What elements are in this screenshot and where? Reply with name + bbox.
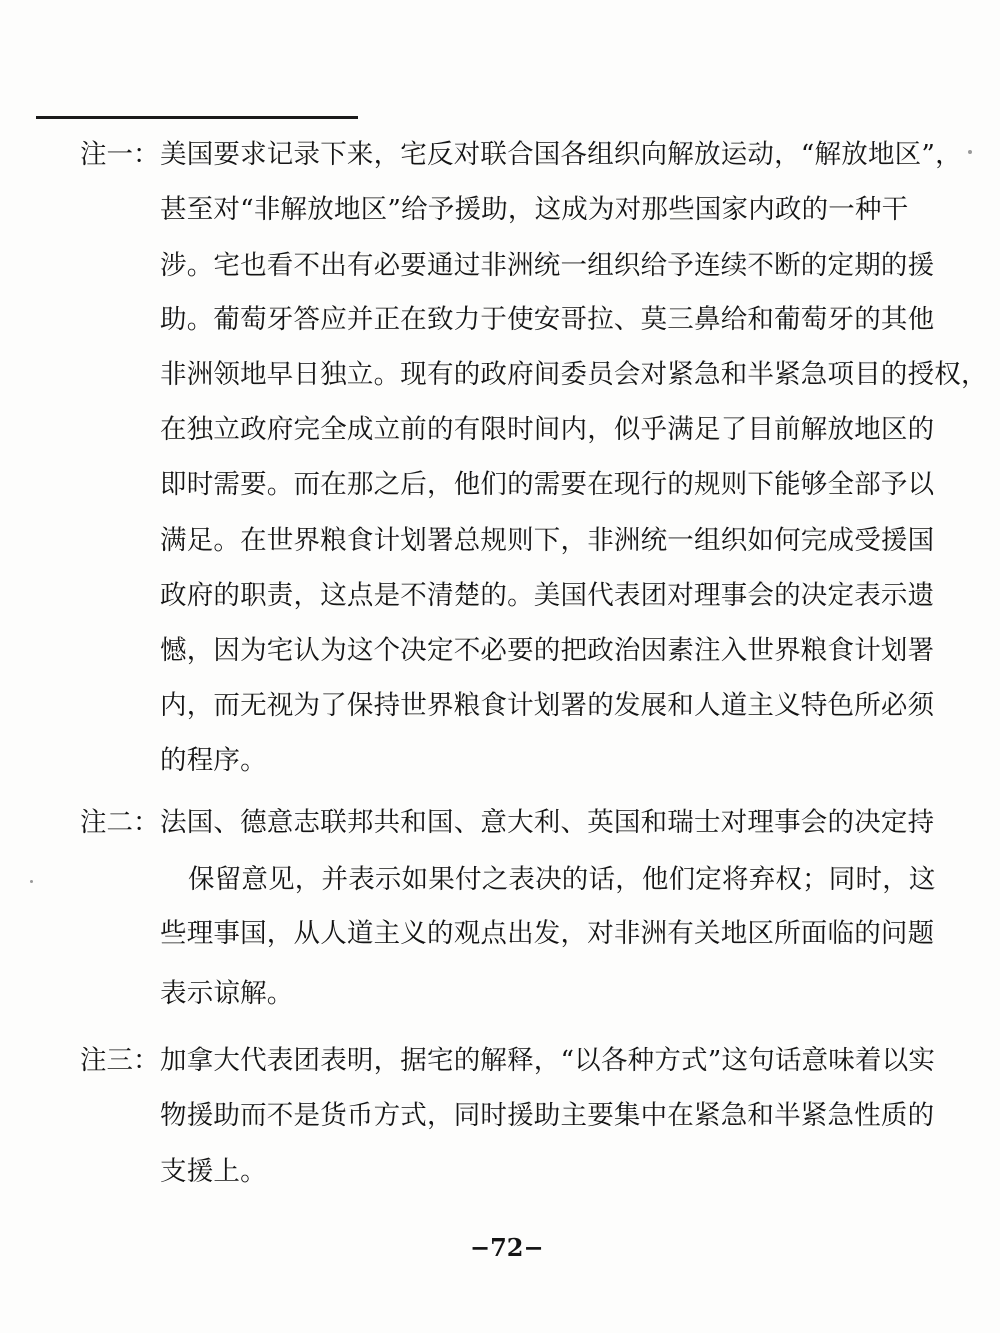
note-3-line-3: 支援上。	[160, 1156, 267, 1187]
note-2-label: 注二：	[80, 807, 160, 838]
note-1-line-3: 涉。宅也看不出有必要通过非洲统一组织给予连续不断的定期的援	[160, 250, 935, 281]
note-1-line-8: 满足。在世界粮食计划署总规则下，非洲统一组织如何完成受援国	[160, 525, 935, 556]
note-1-label: 注一：	[80, 139, 160, 170]
note-1-line-7: 即时需要。而在那之后，他们的需要在现行的规则下能够全部予以	[160, 469, 935, 500]
note-1-line-9: 政府的职责，这点是不清楚的。美国代表团对理事会的决定表示遗	[160, 580, 935, 611]
note-1-line-12: 的程序。	[160, 745, 267, 776]
note-2-line-1: 法国、德意志联邦共和国、意大利、英国和瑞士对理事会的决定持	[160, 807, 935, 838]
note-3-line-2: 物援助而不是货币方式，同时援助主要集中在紧急和半紧急性质的	[160, 1100, 935, 1131]
note-2-line-3: 些理事国，从人道主义的观点出发，对非洲有关地区所面临的问题	[160, 918, 935, 949]
note-2-line-4: 表示谅解。	[160, 978, 294, 1009]
footnote-separator-rule	[36, 116, 358, 119]
note-1-line-10: 憾，因为宅认为这个决定不必要的把政治因素注入世界粮食计划署	[160, 635, 935, 666]
note-1-line-2: 甚至对“非解放地区”给予援助，这成为对那些国家内政的一种干	[160, 194, 909, 225]
page-number: −72−	[470, 1233, 544, 1262]
note-1-line-1: 美国要求记录下来，宅反对联合国各组织向解放运动，“解放地区”，	[160, 139, 962, 170]
note-1-line-6: 在独立政府完全成立前的有限时间内，似乎满足了目前解放地区的	[160, 414, 935, 445]
note-2-line-2: 保留意见，并表示如果付之表决的话，他们定将弃权；同时，这	[188, 864, 936, 895]
note-1-line-11: 内，而无视为了保持世界粮食计划署的发展和人道主义特色所必须	[160, 690, 935, 721]
scan-speck	[968, 150, 972, 154]
note-1-line-4: 助。葡萄牙答应并正在致力于使安哥拉、莫三鼻给和葡萄牙的其他	[160, 304, 935, 335]
note-3-label: 注三：	[80, 1045, 160, 1076]
note-3-line-1: 加拿大代表团表明，据宅的解释，“以各种方式”这句话意味着以实	[160, 1045, 936, 1076]
note-1-line-5: 非洲领地早日独立。现有的政府间委员会对紧急和半紧急项目的授权，	[160, 359, 988, 390]
scan-speck	[30, 880, 33, 883]
